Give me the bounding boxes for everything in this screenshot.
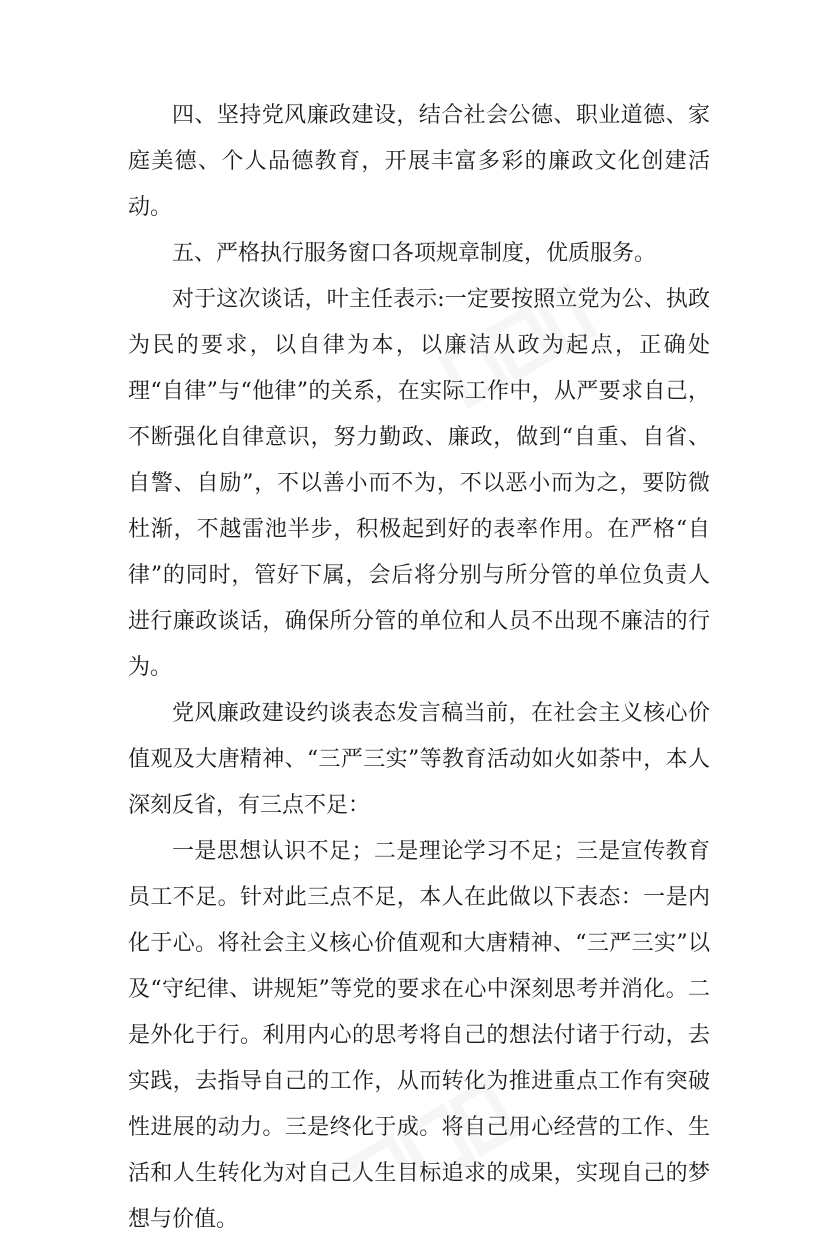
paragraph-speech-intro: 党风廉政建设约谈表态发言稿当前，在社会主义核心价值观及大唐精神、“三严三实”等教育活动如火如荼中，本人深刻反省，有三点不足： [128, 701, 710, 818]
paragraph-four: 四、坚持党风廉政建设，结合社会公德、职业道德、家庭美德、个人品德教育，开展丰富多彩的廉政文化创建活动。 [128, 103, 710, 220]
paragraph-shortcomings-pledge: 一是思想认识不足；二是理论学习不足；三是宣传教育员工不足。针对此三点不足，本人在此做以下表态：一是内化于心。将社会主义核心价值观和大唐精神、“三严三实”以及“守纪律、讲规矩”等党的要求在心中深刻思考并消化。二是外化于行。利用内心的思考将自己的想法付诸于行动，去实践，去指导自己的工作，从而转化为推进重点工作有突破性进展的动力。三是终化于成。将自己用心经营的工作、生活和人生转化为对自己人生目标追求的成果，实现自己的梦想与价值。 [128, 839, 710, 1232]
paragraph-talk-response: 对于这次谈话，叶主任表示:一定要按照立党为公、执政为民的要求，以自律为本，以廉洁从政为起点，正确处理“自律”与“他律”的关系，在实际工作中，从严要求自己，不断强化自律意识，努力勤政、廉政，做到“自重、自省、自警、自励”，不以善小而不为，不以恶小而为之，要防微杜渐，不越雷池半步，积极起到好的表率作用。在严格“自律”的同时，管好下属，会后将分别与所分管的单位负责人进行廉政谈话，确保所分管的单位和人员不出现不廉洁的行为。 [128, 287, 710, 680]
paragraph-five: 五、严格执行服务窗口各项规章制度，优质服务。 [172, 241, 657, 266]
document-body [128, 93, 710, 1243]
